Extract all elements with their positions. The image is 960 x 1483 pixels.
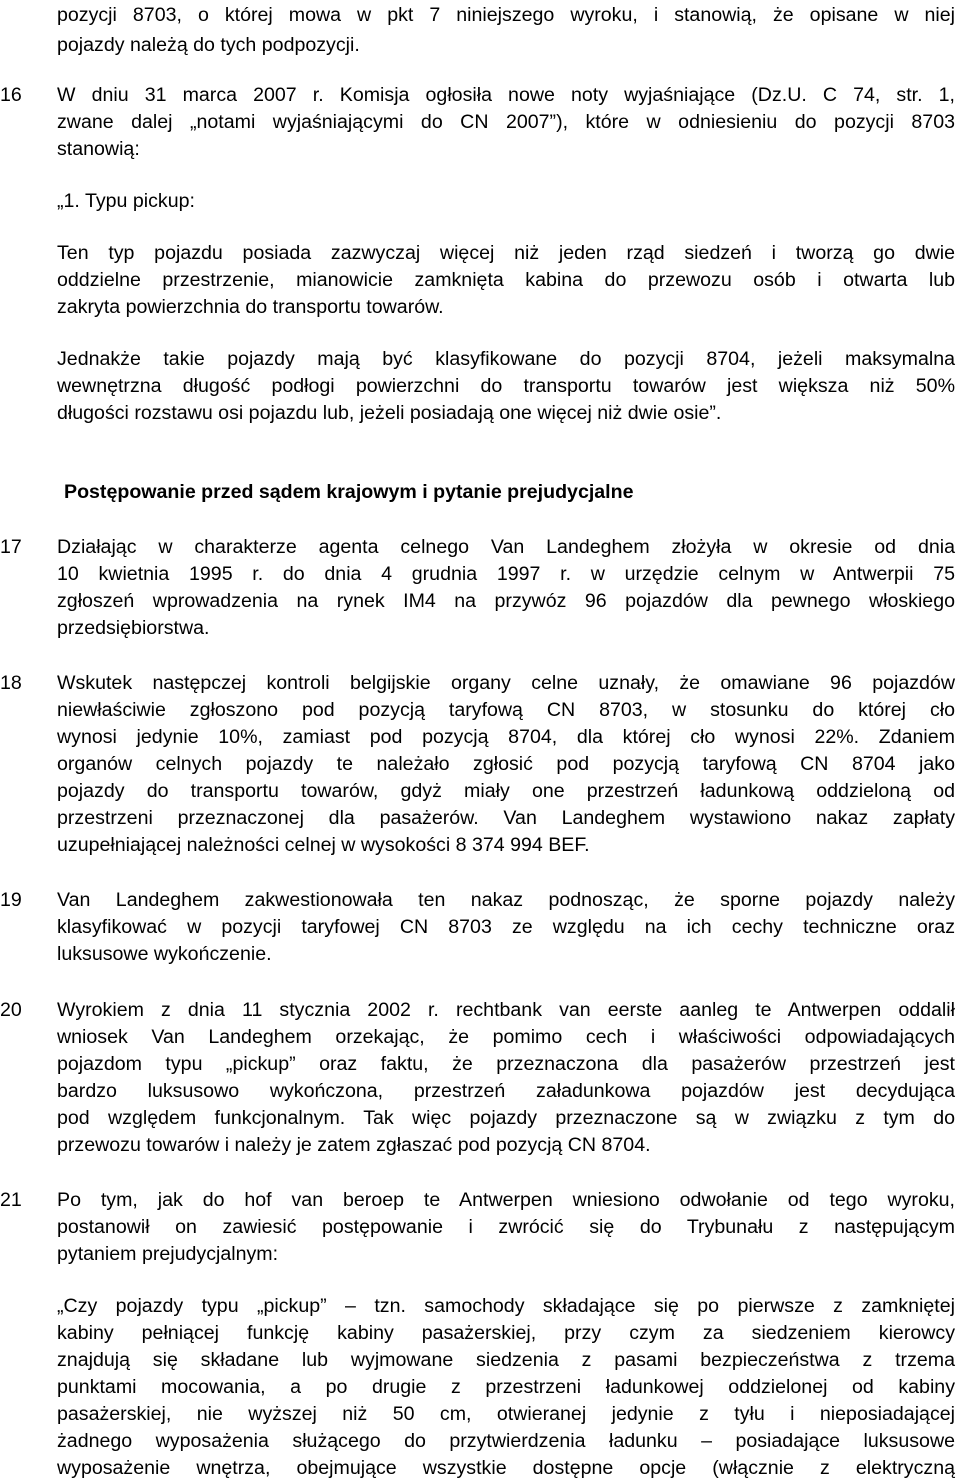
text-line: luksusowe wykończenie. — [57, 943, 272, 965]
text-line: Wyrokiem z dnia 11 stycznia 2002 r. rechtbank van eerste aanleg te Antwerpen oddalił — [57, 999, 955, 1021]
text-line: zwane dalej „notami wyjaśniającymi do CN 2007”), które w odniesieniu do pozycji 8703 — [57, 111, 955, 133]
text-line: Van Landeghem zakwestionowała ten nakaz podnosząc, że sporne pojazdy należy — [57, 889, 955, 911]
text-line: Ten typ pojazdu posiada zazwyczaj więcej niż jeden rząd siedzeń i tworzą go dwie — [57, 242, 955, 264]
text-line: zakryta powierzchnia do transportu towarów. — [57, 296, 444, 318]
text-line: długości rozstawu osi pojazdu lub, jeżeli posiadają one więcej niż dwie osie”. — [57, 402, 722, 424]
text-line: wewnętrzna długość podłogi powierzchni do transportu towarów jest większa niż 50% — [57, 375, 955, 397]
text-line: pojazdy do transportu towarów, gdyż miały one przestrzeń ładunkową oddzieloną od — [57, 780, 955, 802]
text-line: Po tym, jak do hof van beroep te Antwerpen wniesiono odwołanie od tego wyroku, — [57, 1189, 955, 1211]
paragraph-number: 20 — [0, 999, 22, 1021]
text-line: bardzo luksusowo wykończona, przestrzeń załadunkowa pojazdów jest decydująca — [57, 1080, 955, 1102]
text-line: wyposażenie wnętrza, obejmujące wszystkie dostępne opcje (włącznie z elektryczną — [57, 1457, 955, 1479]
paragraph-number: 17 — [0, 536, 22, 558]
text-line: pasażerskiej, nie wyższej niż 50 cm, otwieranej jedynie z tyłu i nieposiadającej — [57, 1403, 955, 1425]
text-line: stanowią: — [57, 138, 140, 160]
section-heading: Postępowanie przed sądem krajowym i pytanie prejudycjalne — [64, 481, 634, 503]
text-line: pytaniem prejudycjalnym: — [57, 1243, 279, 1265]
paragraph-number: 16 — [0, 84, 22, 106]
text-line: postanowił on zawiesić postępowanie i zwrócić się do Trybunału z następującym — [57, 1216, 955, 1238]
text-line: przedsiębiorstwa. — [57, 617, 210, 639]
text-line: 10 kwietnia 1995 r. do dnia 4 grudnia 1997 r. w urzędzie celnym w Antwerpii 75 — [57, 563, 955, 585]
text-line: przestrzeni przeznaczonej dla pasażerów. Van Landeghem wystawiono nakaz zapłaty — [57, 807, 955, 829]
text-line: punktami mocowania, a po drugie z przestrzeni ładunkowej oddzielonej od kabiny — [57, 1376, 955, 1398]
text-line: Działając w charakterze agenta celnego Van Landeghem złożyła w okresie od dnia — [57, 536, 955, 558]
paragraph-number: 21 — [0, 1189, 22, 1211]
text-line: niewłaściwie zgłoszono pod pozycją taryfową CN 8703, w stosunku do której cło — [57, 699, 955, 721]
text-line: pojazdom typu „pickup” oraz faktu, że przeznaczona dla pasażerów przestrzeń jest — [57, 1053, 955, 1075]
paragraph-number: 18 — [0, 672, 22, 694]
text-line: pod względem funkcjonalnym. Tak więc pojazdy przeznaczone są w związku z tym do — [57, 1107, 955, 1129]
text-line: żadnego wyposażenia służącego do przytwierdzenia ładunku – posiadające luksusowe — [57, 1430, 955, 1452]
text-line: kabiny pełniącej funkcję kabiny pasażerskiej, przy czym za siedzeniem kierowcy — [57, 1322, 955, 1344]
text-line: oddzielne przestrzenie, mianowicie zamknięta kabina do przewozu osób i otwarta lub — [57, 269, 955, 291]
text-line: przewozu towarów i należy je zatem zgłaszać pod pozycją CN 8704. — [57, 1134, 651, 1156]
text-line: wniosek Van Landeghem orzekając, że pomimo cech i właściwości odpowiadających — [57, 1026, 955, 1048]
text-line: „Czy pojazdy typu „pickup” – tzn. samochody składające się po pierwsze z zamkniętej — [57, 1295, 955, 1317]
text-line: W dniu 31 marca 2007 r. Komisja ogłosiła nowe noty wyjaśniające (Dz.U. C 74, str. 1, — [57, 84, 955, 106]
text-line: pojazdy należą do tych podpozycji. — [57, 34, 360, 56]
paragraph-number: 19 — [0, 889, 22, 911]
text-line: klasyfikować w pozycji taryfowej CN 8703 ze względu na ich cechy techniczne oraz — [57, 916, 955, 938]
text-line: zgłoszeń wprowadzenia na rynek IM4 na przywóz 96 pojazdów dla pewnego włoskiego — [57, 590, 955, 612]
text-line: wynosi jedynie 10%, zamiast pod pozycją 8704, dla której cło wynosi 22%. Zdaniem — [57, 726, 955, 748]
text-line: znajdują się składane lub wyjmowane siedzenia z pasami bezpieczeństwa z trzema — [57, 1349, 955, 1371]
text-line: pozycji 8703, o której mowa w pkt 7 niniejszego wyroku, i stanowią, że opisane w niej — [57, 4, 955, 26]
text-line: organów celnych pojazdy te należało zgłosić pod pozycją taryfową CN 8704 jako — [57, 753, 955, 775]
text-line: Jednakże takie pojazdy mają być klasyfikowane do pozycji 8704, jeżeli maksymalna — [57, 348, 955, 370]
text-line: Wskutek następczej kontroli belgijskie organy celne uznały, że omawiane 96 pojazdów — [57, 672, 955, 694]
text-line: uzupełniającej należności celnej w wysokości 8 374 994 BEF. — [57, 834, 590, 856]
text-line: „1. Typu pickup: — [57, 190, 195, 212]
